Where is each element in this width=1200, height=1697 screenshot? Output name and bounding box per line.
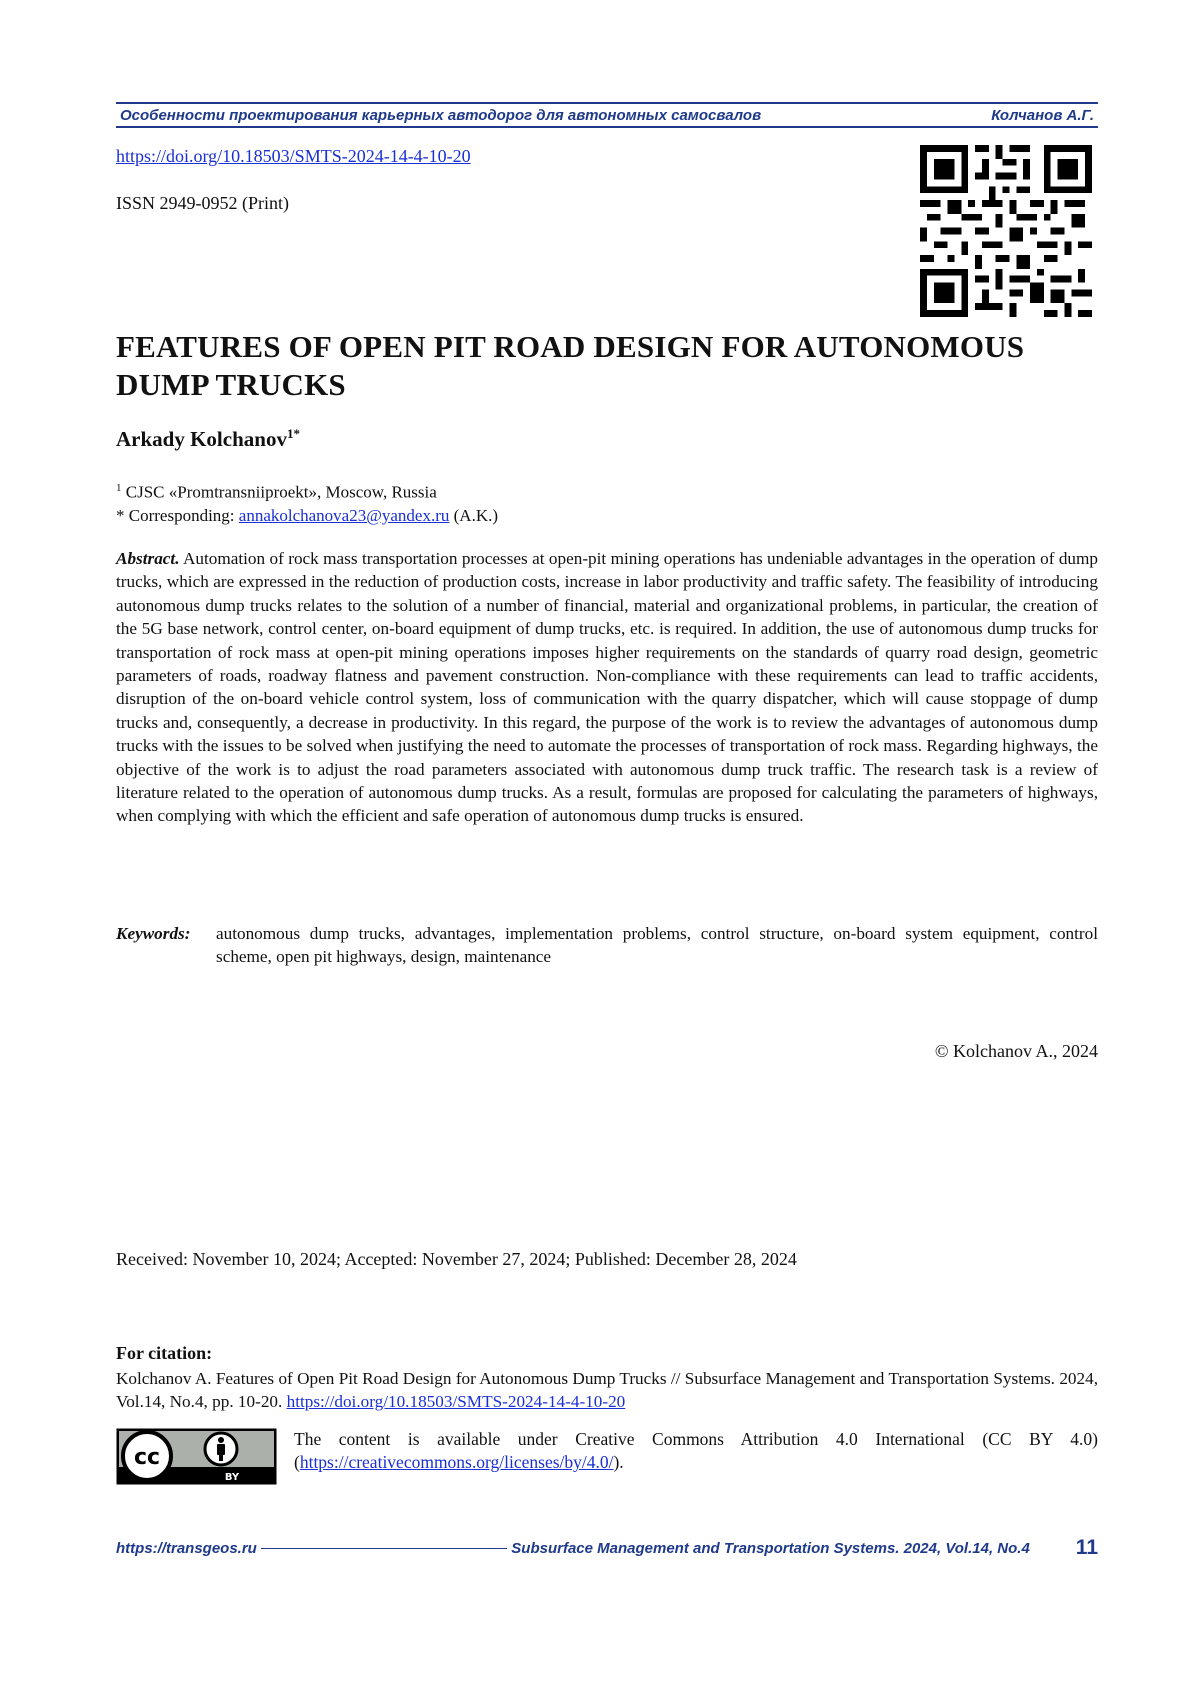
abstract-text: Automation of rock mass transportation processes at open-pit mining operations has undeniable advantages in the operation of dump trucks, which are expressed in the reduction of production costs, increase in labor productivity and traffic safety. The feasibility of introducing autonomous dump trucks relates to the solution of a number of financial, material and organizational problems, in particular, the creation of the 5G base network, control center, on-board equipment of dump trucks, etc. is required. In addition, the use of autonomous dump trucks for transportation of rock mass at open-pit mining operations imposes higher requirements on the standards of quarry road design, geometric parameters of roads, roadway flatness and pavement construction. Non-compliance with these requirements can lead to traffic accidents, disruption of the on-board vehicle control system, loss of communication with the quarry dispatcher, which will cause stoppage of dump trucks and, consequently, a decrease in productivity. In this regard, the purpose of the work is to review the advantages of autonomous dump trucks with the issues to be solved when justifying the need to automate the processes of transportation of rock mass. Regarding highways, the objective of the work is to adjust the road parameters associated with autonomous dump truck traffic. The research task is a review of literature related to the operation of autonomous dump trucks. As a result, formulas are proposed for calculating the parameters of highways, when complying with which the efficient and safe operation of autonomous dump trucks is ensured. (116, 549, 1098, 826)
affiliation-line (116, 477, 498, 504)
abstract-label: Abstract. (116, 549, 180, 568)
affiliation-marker: 1 (116, 482, 122, 494)
page-number: 11 (1075, 1536, 1098, 1559)
footer-site-link[interactable]: https://transgeos.ru (116, 1539, 257, 1557)
author-name-text: Arkady Kolchanov (116, 427, 287, 451)
svg-text:BY: BY (224, 1472, 240, 1483)
doi-link[interactable]: https://doi.org/10.18503/SMTS-2024-14-4-10-20 (116, 146, 471, 166)
keywords-text: autonomous dump trucks, advantages, implementation problems, control structure, on-board system equipment, control scheme, open pit highways, design, maintenance (216, 924, 1098, 967)
abstract (116, 547, 1098, 828)
license-close: ). (613, 1452, 624, 1473)
copyright: © Kolchanov A., 2024 (934, 1041, 1098, 1061)
cc-by-icon (116, 1428, 277, 1485)
svg-text:cc: cc (133, 1445, 161, 1470)
license-text (294, 1428, 1098, 1475)
citation-doi-link[interactable]: https://doi.org/10.18503/SMTS-2024-14-4-10-20 (286, 1392, 626, 1412)
affiliation-block (116, 477, 498, 527)
author-marks: 1* (286, 426, 300, 441)
citation-heading: For citation: (116, 1343, 213, 1363)
running-header-author: Колчанов А.Г. (991, 106, 1094, 124)
corresponding-initials: (A.K.) (453, 505, 499, 525)
page-footer (116, 1536, 1098, 1560)
qr-code-icon (920, 145, 1092, 317)
license-open-paren: ( (294, 1452, 300, 1473)
corresponding-label: * Corresponding: (116, 505, 235, 525)
running-header (116, 102, 1098, 128)
footer-rule (261, 1548, 507, 1549)
footer-journal: Subsurface Management and Transportation Systems. 2024, Vol.14, No.4 (511, 1539, 1030, 1557)
publication-dates: Received: November 10, 2024; Accepted: November 27, 2024; Published: December 28, 2024 (116, 1249, 797, 1269)
running-header-title: Особенности проектирования карьерных автодорог для автономных самосвалов (120, 106, 762, 124)
corresponding-line (116, 504, 498, 527)
email-link[interactable]: annakolchanova23@yandex.ru (238, 505, 450, 525)
keywords (116, 922, 1098, 969)
license-link[interactable]: https://creativecommons.org/licenses/by/4.0/ (299, 1452, 614, 1473)
citation-text: Kolchanov A. Features of Open Pit Road Design for Autonomous Dump Trucks // Subsurface Management and Transportation Systems. 2024, Vol.14, No.4, pp. 10-20. (116, 1369, 1098, 1412)
paper-title: FEATURES OF OPEN PIT ROAD DESIGN FOR AUTONOMOUS DUMP TRUCKS (116, 329, 1025, 402)
affiliation-text: CJSC «Promtransniiproekt», Moscow, Russia (125, 482, 437, 502)
issn: ISSN 2949-0952 (Print) (116, 193, 290, 213)
citation-body (116, 1367, 1098, 1414)
license-statement: The content is available under Creative Commons Attribution 4.0 International (CC BY 4.0) (294, 1429, 1098, 1449)
keywords-label: Keywords: (116, 924, 191, 943)
author-name (116, 426, 300, 452)
